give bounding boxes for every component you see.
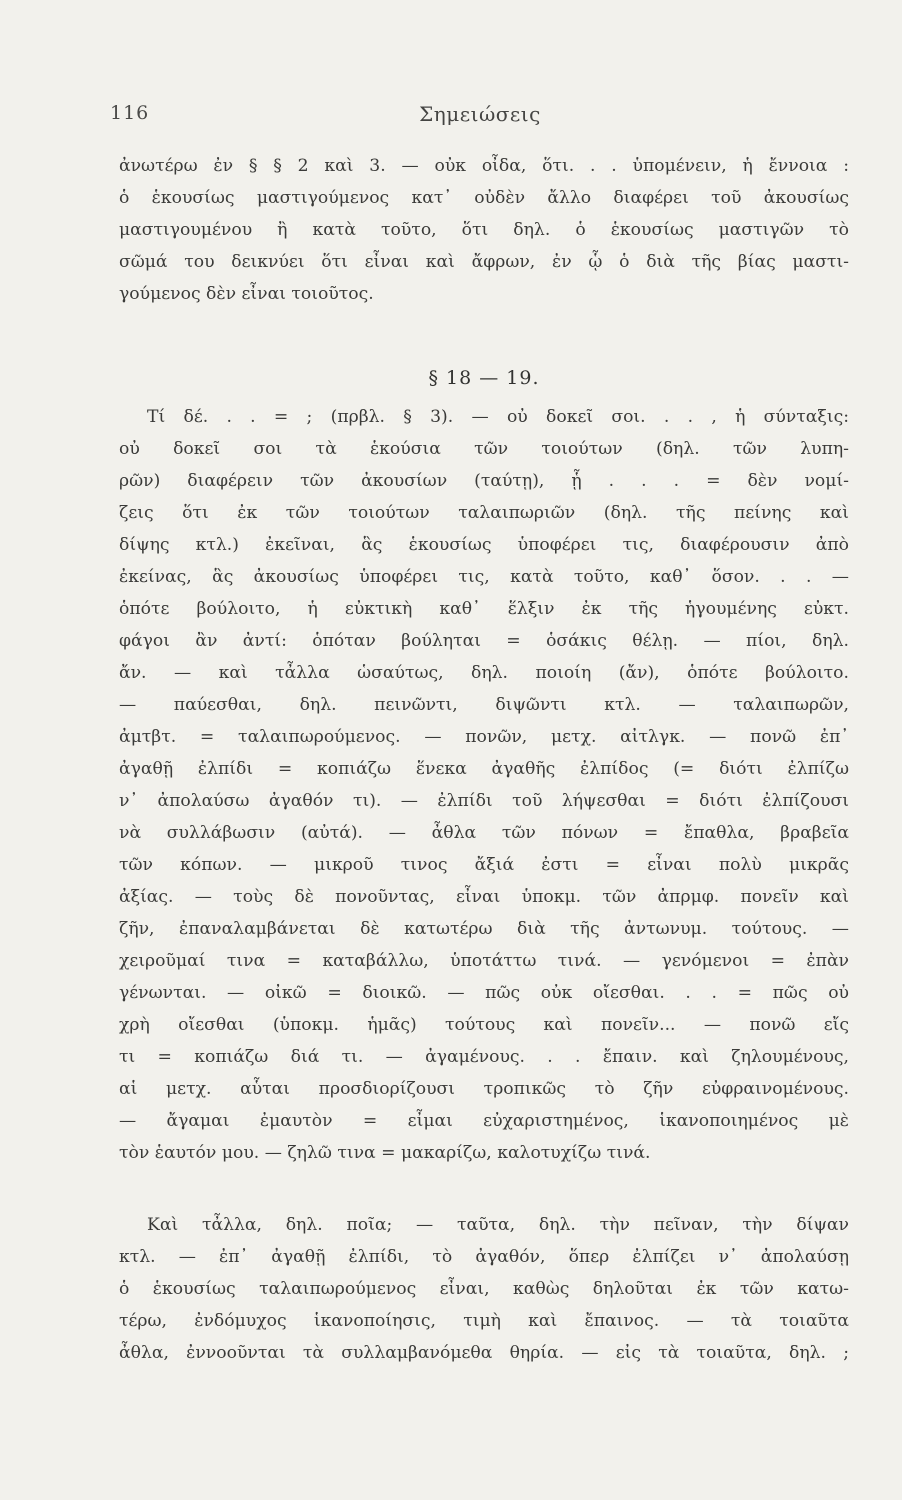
text-line: Τί δέ. . . = ; (πρβλ. § 3). — οὐ δοκεῖ σοι. . . , ἡ σύνταξις:	[147, 407, 849, 427]
text-line: ἐκείνας, ἃς ἀκουσίως ὑποφέρει τις, κατὰ τοῦτο, καθ᾽ ὅσον. . . —	[119, 567, 849, 587]
text-line: χειροῦμαί τινα = καταβάλλω, ὑποτάττω τινά. — γενόμενοι = ἐπὰν	[119, 951, 849, 971]
text-line: αἱ μετχ. αὗται προσδιορίζουσι τροπικῶς τὸ ζῆν εὐφραινομένους.	[119, 1079, 849, 1099]
text-line: τῶν κόπων. — μικροῦ τινος ἄξιά ἐστι = εἶναι πολὺ μικρᾶς	[119, 855, 849, 875]
text-line: ὁπότε βούλοιτο, ἡ εὐκτικὴ καθ᾽ ἕλξιν ἐκ τῆς ἡγουμένης εὐκτ.	[119, 599, 849, 619]
text-line: φάγοι ἂν ἀντί: ὁπόταν βούληται = ὁσάκις θέλῃ. — πίοι, δηλ.	[119, 631, 849, 651]
text-line: ἄν. — καὶ τἆλλα ὡσαύτως, δηλ. ποιοίη (ἄν), ὁπότε βούλοιτο.	[119, 663, 849, 683]
text-line: Καὶ τἆλλα, δηλ. ποῖα; — ταῦτα, δηλ. τὴν πεῖναν, τὴν δίψαν	[147, 1215, 849, 1235]
text-line: ἀξίας. — τοὺς δὲ πονοῦντας, εἶναι ὑποκμ. τῶν ἀπρμφ. πονεῖν καὶ	[119, 887, 849, 907]
running-title: Σημειώσεις	[419, 102, 541, 126]
text-line: δίψης κτλ.) ἐκεῖναι, ἃς ἑκουσίως ὑποφέρει τις, διαφέρουσιν ἀπὸ	[119, 535, 849, 555]
text-line: σῶμά του δεικνύει ὅτι εἶναι καὶ ἄφρων, ἐν ᾧ ὁ διὰ τῆς βίας μαστι-	[119, 252, 849, 272]
text-line: ὁ ἑκουσίως ταλαιπωρούμενος εἶναι, καθὼς δηλοῦται ἐκ τῶν κατω-	[119, 1279, 849, 1299]
text-line: ἀγαθῇ ἐλπίδι = κοπιάζω ἕνεκα ἀγαθῆς ἐλπίδος (= διότι ἐλπίζω	[119, 759, 849, 779]
section-heading: § 18 — 19.	[428, 367, 540, 389]
text-line: νὰ συλλάβωσιν (αὐτά). — ἆθλα τῶν πόνων = ἔπαθλα, βραβεῖα	[119, 823, 849, 843]
text-line: ζεις ὅτι ἐκ τῶν τοιούτων ταλαιπωριῶν (δηλ. τῆς πείνης καὶ	[119, 503, 849, 523]
page-number: 116	[110, 102, 150, 124]
text-line: χρὴ οἴεσθαι (ὑποκμ. ἡμᾶς) τούτους καὶ πονεῖν... — πονῶ εἴς	[119, 1015, 849, 1035]
text-line: ν᾽ ἀπολαύσω ἀγαθόν τι). — ἐλπίδι τοῦ λήψεσθαι = διότι ἐλπίζουσι	[119, 791, 849, 811]
text-line: — παύεσθαι, δηλ. πεινῶντι, διψῶντι κτλ. — ταλαιπωρῶν,	[119, 695, 849, 715]
text-line: τὸν ἑαυτόν μου. — ζηλῶ τινα = μακαρίζω, καλοτυχίζω τινά.	[119, 1143, 651, 1163]
text-line: γένωνται. — οἰκῶ = διοικῶ. — πῶς οὐκ οἴεσθαι. . . = πῶς οὐ	[119, 983, 849, 1003]
text-line: ἀνωτέρω ἐν § § 2 καὶ 3. — οὐκ οἶδα, ὅτι. . . ὑπομένειν, ἡ ἔννοια :	[119, 156, 849, 176]
text-line: ζῆν, ἐπαναλαμβάνεται δὲ κατωτέρω διὰ τῆς ἀντωνυμ. τούτους. —	[119, 919, 849, 939]
text-line: οὐ δοκεῖ σοι τὰ ἑκούσια τῶν τοιούτων (δηλ. τῶν λυπη-	[119, 439, 849, 459]
text-line: τι = κοπιάζω διά τι. — ἀγαμένους. . . ἔπαιν. καὶ ζηλουμένους,	[119, 1047, 849, 1067]
text-line: ρῶν) διαφέρειν τῶν ἀκουσίων (ταύτῃ), ᾗ . . . = δὲν νομί-	[119, 471, 849, 491]
text-line: μαστιγουμένου ἢ κατὰ τοῦτο, ὅτι δηλ. ὁ ἑκουσίως μαστιγῶν τὸ	[119, 220, 849, 240]
text-line: τέρω, ἐνδόμυχος ἱκανοποίησις, τιμὴ καὶ ἔπαινος. — τὰ τοιαῦτα	[119, 1311, 849, 1331]
text-line: — ἄγαμαι ἐμαυτὸν = εἶμαι εὐχαριστημένος, ἱκανοποιημένος μὲ	[119, 1111, 849, 1131]
page-header	[110, 102, 850, 132]
text-line: ἆθλα, ἐννοοῦνται τὰ συλλαμβανόμεθα θηρία. — εἰς τὰ τοιαῦτα, δηλ. ;	[119, 1343, 849, 1363]
text-line: γούμενος δὲν εἶναι τοιοῦτος.	[119, 284, 374, 304]
text-line: κτλ. — ἐπ᾽ ἀγαθῇ ἐλπίδι, τὸ ἀγαθόν, ὅπερ ἐλπίζει ν᾽ ἀπολαύσῃ	[119, 1247, 849, 1267]
text-line: ὁ ἑκουσίως μαστιγούμενος κατ᾽ οὐδὲν ἄλλο διαφέρει τοῦ ἀκουσίως	[119, 188, 849, 208]
text-line: ἀμτβτ. = ταλαιπωρούμενος. — πονῶν, μετχ. αἰτλγκ. — πονῶ ἐπ᾽	[119, 727, 849, 747]
